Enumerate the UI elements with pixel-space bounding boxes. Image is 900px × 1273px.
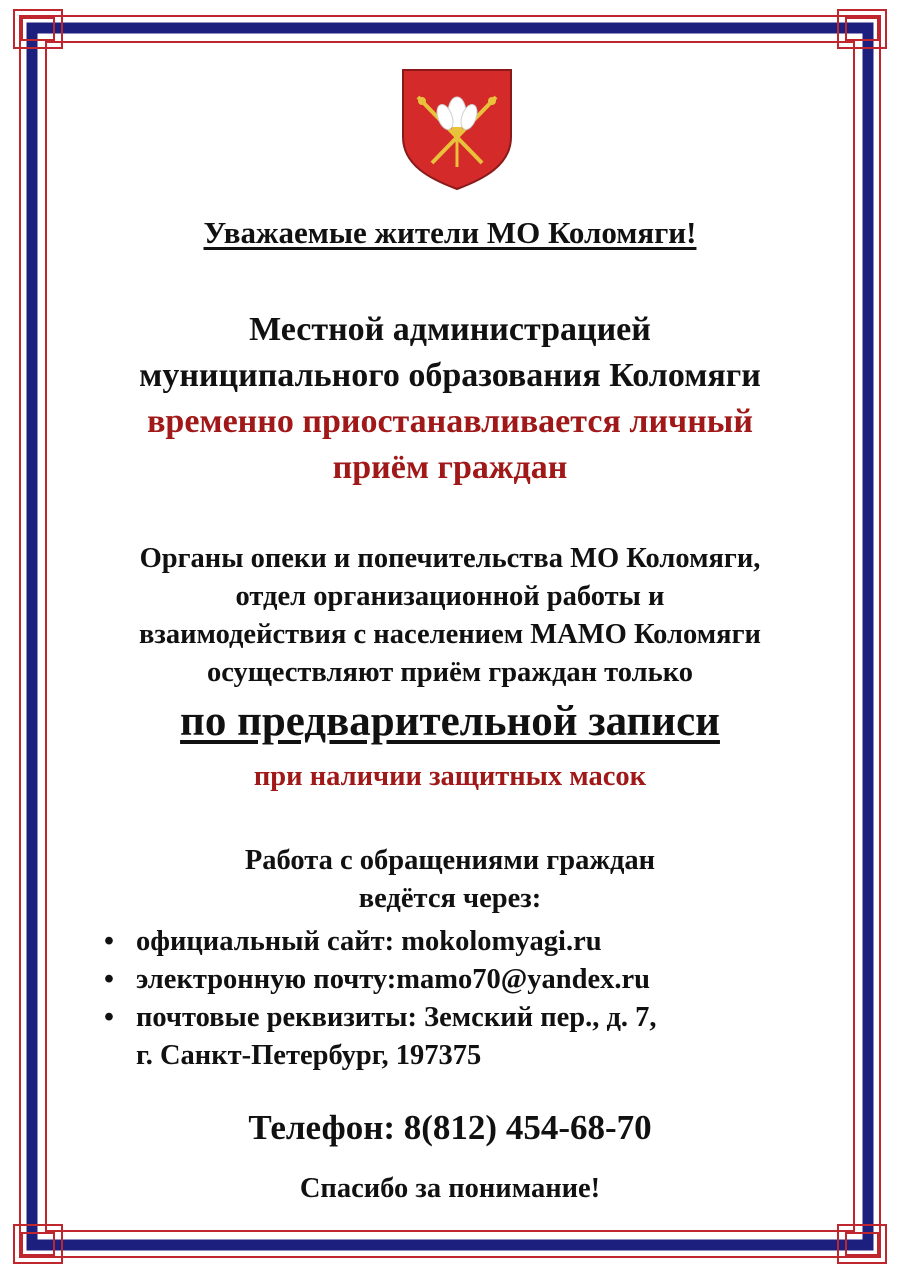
appointment-emphasis: по предварительной записи: [180, 698, 720, 745]
bullet-dot: •: [104, 926, 114, 957]
appointments-line-3: взаимодействия с населением МАМО Коломяги: [139, 619, 761, 650]
contact-email: [104, 961, 824, 999]
appointments-line-4: осуществляют приём граждан только: [206, 657, 694, 688]
contact-website: [104, 923, 824, 961]
appointments-line-2: отдел организационной работы и: [235, 581, 665, 612]
contacts-list: [104, 923, 824, 1075]
appointments-block: [60, 540, 840, 692]
closing-thanks: Спасибо за понимание!: [299, 1173, 601, 1204]
greeting-heading: Уважаемые жители МО Коломяги!: [203, 215, 697, 250]
notice-highlight-line-1: временно приостанавливается личный: [147, 403, 753, 440]
contacts-heading-line-1: Работа с обращениями граждан: [244, 845, 656, 876]
contact-email-text: электронную почту:mamo70@yandex.ru: [136, 964, 651, 995]
phone-number: Телефон: 8(812) 454-68-70: [248, 1108, 652, 1147]
notice-line-1: Местной администрацией: [249, 311, 651, 348]
notice-line-2: муниципального образования Коломяги: [139, 357, 761, 394]
appointments-line-1: Органы опеки и попечительства МО Коломяги,: [139, 543, 761, 574]
contact-website-text: официальный сайт: mokolomyagi.ru: [136, 926, 602, 957]
bullet-dot: •: [104, 1002, 114, 1033]
postal-address-line-2: г. Санкт-Петербург, 197375: [136, 1040, 482, 1071]
contact-postal-address: [104, 999, 824, 1075]
notice-highlight-line-2: приём граждан: [332, 449, 568, 486]
contacts-heading: [60, 842, 840, 918]
mask-requirement: при наличии защитных масок: [253, 761, 647, 792]
bullet-dot: •: [104, 964, 114, 995]
notice-block: [60, 307, 840, 491]
postal-address-line-1: почтовые реквизиты: Земский пер., д. 7,: [136, 1002, 657, 1033]
coat-of-arms-emblem: [400, 67, 514, 191]
contacts-heading-line-2: ведётся через:: [358, 883, 542, 914]
